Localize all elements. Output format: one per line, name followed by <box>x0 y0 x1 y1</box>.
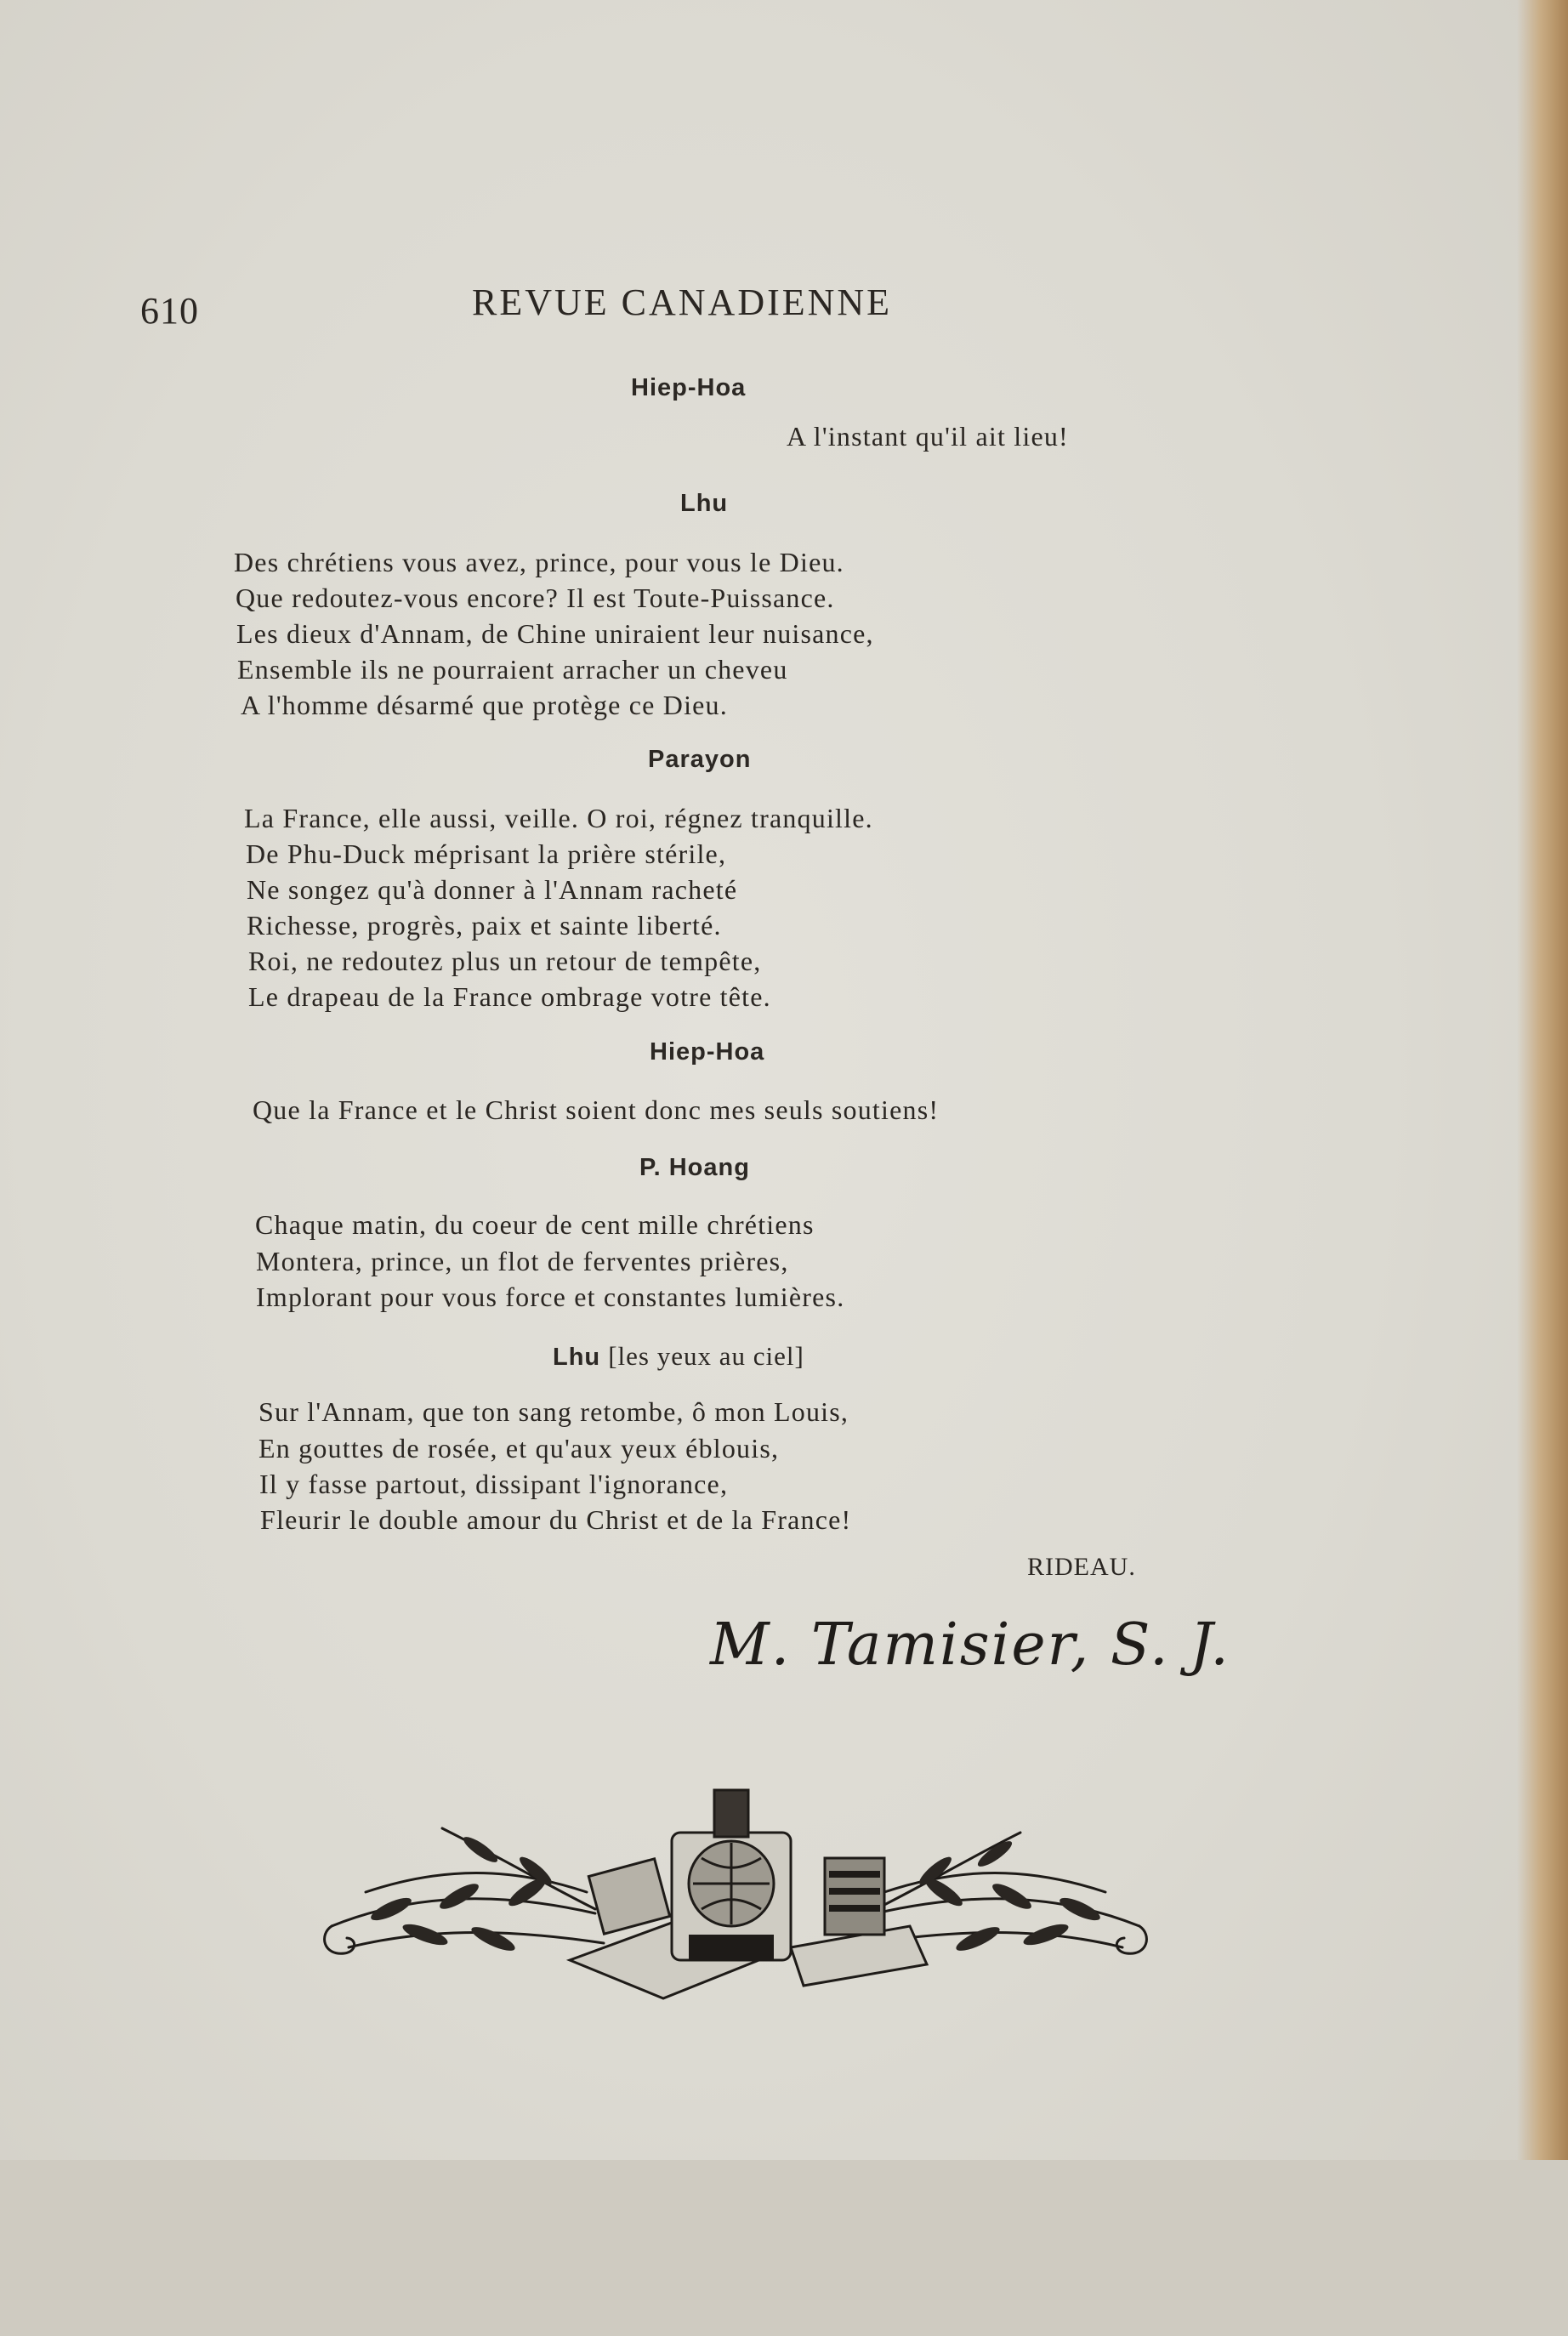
curtain-direction: RIDEAU. <box>1027 1553 1136 1581</box>
verse-line: Des chrétiens vous avez, prince, pour vous le Dieu. <box>234 547 844 577</box>
speaker-name: Lhu <box>553 1344 601 1371</box>
speaker-name: Hiep-Hoa <box>631 374 747 401</box>
stage-direction: [les yeux au ciel] <box>608 1341 804 1371</box>
speaker-name: Lhu <box>680 490 729 517</box>
page-edge <box>1517 0 1568 2336</box>
verse-line: Il y fasse partout, dissipant l'ignorance, <box>259 1469 729 1499</box>
verse-line: Le drapeau de la France ombrage votre tête. <box>248 981 771 1012</box>
verse-line: La France, elle aussi, veille. O roi, régnez tranquille. <box>244 803 873 833</box>
tailpiece-ornament <box>315 1765 1156 2003</box>
verse-line: Richesse, progrès, paix et sainte liberté. <box>247 910 722 941</box>
verse-line: Montera, prince, un flot de ferventes prières, <box>256 1246 789 1276</box>
verse-line: Que redoutez-vous encore? Il est Toute-Puissance. <box>236 583 835 613</box>
author-signature: M. Tamisier, S. J. <box>710 1611 1230 1679</box>
verse-line: En gouttes de rosée, et qu'aux yeux éblouis, <box>258 1433 780 1464</box>
speaker-name: P. Hoang <box>639 1154 750 1181</box>
verse-line: Ne songez qu'à donner à l'Annam racheté <box>247 874 738 905</box>
speaker-name: Parayon <box>648 746 752 773</box>
verse-line: De Phu-Duck méprisant la prière stérile, <box>246 838 727 869</box>
verse-line: Fleurir le double amour du Christ et de la France! <box>260 1504 852 1535</box>
verse-line: Implorant pour vous force et constantes lumières. <box>256 1282 845 1312</box>
verse-line: Chaque matin, du coeur de cent mille chrétiens <box>255 1209 815 1240</box>
speaker-name: Hiep-Hoa <box>650 1038 765 1066</box>
verse-line: Roi, ne redoutez plus un retour de tempête, <box>248 946 762 976</box>
scan-bottom-band <box>0 2160 1568 2336</box>
verse-line: Ensemble ils ne pourraient arracher un cheveu <box>237 654 788 685</box>
verse-line: Les dieux d'Annam, de Chine uniraient leur nuisance, <box>236 618 874 649</box>
page-number: 610 <box>140 290 199 332</box>
speaker-stage-direction <box>553 1341 804 1372</box>
verse-line: Sur l'Annam, que ton sang retombe, ô mon Louis, <box>258 1396 849 1427</box>
verse-line: A l'instant qu'il ait lieu! <box>787 421 1069 452</box>
verse-line: Que la France et le Christ soient donc mes seuls soutiens! <box>253 1094 940 1125</box>
running-head: REVUE CANADIENNE <box>472 281 893 323</box>
verse-line: A l'homme désarmé que protège ce Dieu. <box>241 690 728 720</box>
